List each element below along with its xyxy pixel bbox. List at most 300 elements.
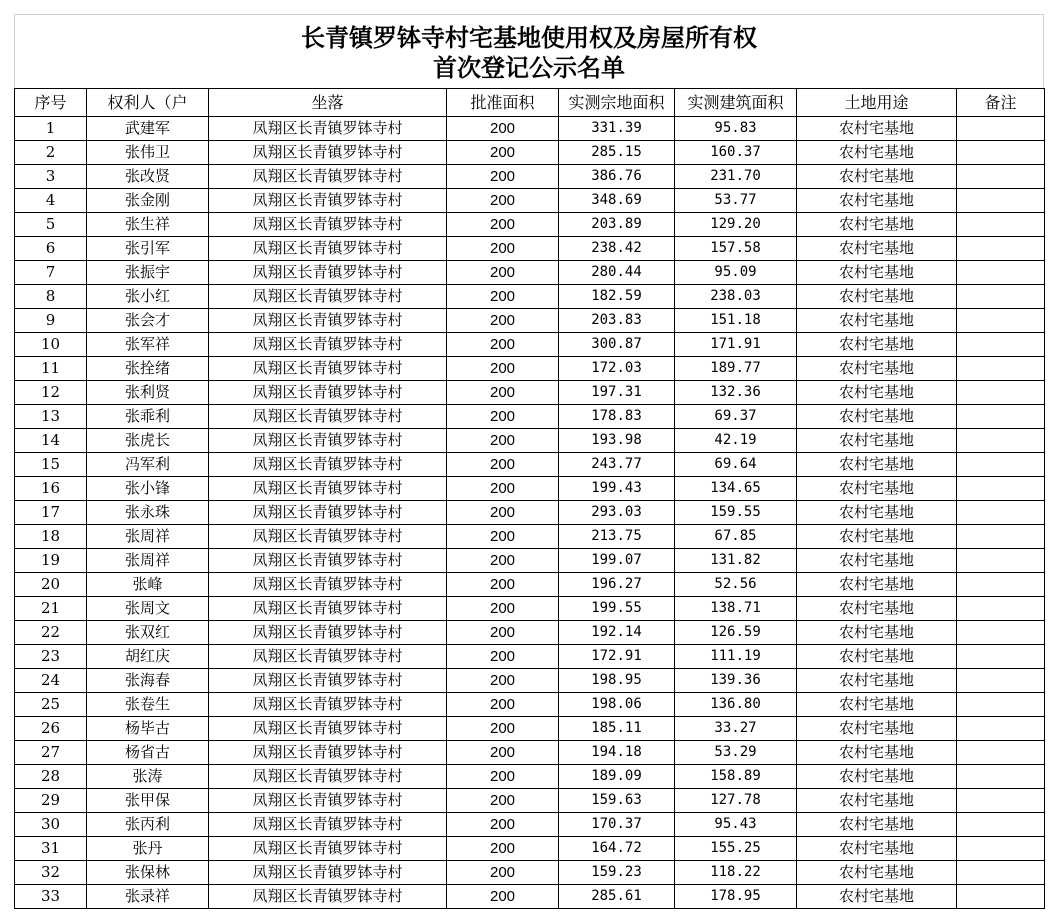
cell-no: 18 xyxy=(15,525,87,549)
cell-note xyxy=(957,285,1045,309)
cell-land-area: 172.91 xyxy=(559,645,675,669)
cell-building-area: 134.65 xyxy=(675,477,797,501)
title-line-2: 首次登记公示名单 xyxy=(433,54,625,82)
cell-location: 凤翔区长青镇罗钵寺村 xyxy=(209,165,447,189)
cell-land-use: 农村宅基地 xyxy=(797,573,957,597)
cell-note xyxy=(957,189,1045,213)
cell-owner: 张生祥 xyxy=(87,213,209,237)
cell-land-area: 178.83 xyxy=(559,405,675,429)
cell-owner: 张会才 xyxy=(87,309,209,333)
cell-land-area: 213.75 xyxy=(559,525,675,549)
cell-note xyxy=(957,357,1045,381)
cell-building-area: 139.36 xyxy=(675,669,797,693)
cell-building-area: 231.70 xyxy=(675,165,797,189)
cell-owner: 张甲保 xyxy=(87,789,209,813)
cell-location: 凤翔区长青镇罗钵寺村 xyxy=(209,741,447,765)
cell-approved-area: 200 xyxy=(447,837,559,861)
cell-land-use: 农村宅基地 xyxy=(797,189,957,213)
cell-land-area: 203.89 xyxy=(559,213,675,237)
cell-land-use: 农村宅基地 xyxy=(797,741,957,765)
cell-owner: 张周祥 xyxy=(87,525,209,549)
table-row xyxy=(15,141,1045,165)
cell-land-area: 348.69 xyxy=(559,189,675,213)
cell-owner: 张永珠 xyxy=(87,501,209,525)
cell-location: 凤翔区长青镇罗钵寺村 xyxy=(209,237,447,261)
cell-approved-area: 200 xyxy=(447,309,559,333)
cell-land-use: 农村宅基地 xyxy=(797,285,957,309)
cell-location: 凤翔区长青镇罗钵寺村 xyxy=(209,549,447,573)
cell-land-area: 185.11 xyxy=(559,717,675,741)
cell-approved-area: 200 xyxy=(447,789,559,813)
cell-land-use: 农村宅基地 xyxy=(797,525,957,549)
cell-land-use: 农村宅基地 xyxy=(797,621,957,645)
table-row xyxy=(15,309,1045,333)
cell-approved-area: 200 xyxy=(447,477,559,501)
cell-no: 23 xyxy=(15,645,87,669)
column-header-approved-area: 批准面积 xyxy=(447,89,559,117)
title-line-1: 长青镇罗钵寺村宅基地使用权及房屋所有权 xyxy=(301,24,757,52)
cell-approved-area: 200 xyxy=(447,885,559,909)
cell-land-area: 170.37 xyxy=(559,813,675,837)
table-row xyxy=(15,861,1045,885)
cell-note xyxy=(957,813,1045,837)
cell-no: 28 xyxy=(15,765,87,789)
cell-land-use: 农村宅基地 xyxy=(797,789,957,813)
cell-owner: 张振宇 xyxy=(87,261,209,285)
cell-no: 22 xyxy=(15,621,87,645)
cell-land-use: 农村宅基地 xyxy=(797,717,957,741)
cell-note xyxy=(957,573,1045,597)
column-header-owner: 权利人（户 xyxy=(87,89,209,117)
cell-no: 13 xyxy=(15,405,87,429)
cell-land-area: 199.43 xyxy=(559,477,675,501)
table-body xyxy=(15,117,1045,909)
cell-land-use: 农村宅基地 xyxy=(797,645,957,669)
cell-building-area: 95.09 xyxy=(675,261,797,285)
cell-location: 凤翔区长青镇罗钵寺村 xyxy=(209,669,447,693)
cell-land-area: 182.59 xyxy=(559,285,675,309)
cell-approved-area: 200 xyxy=(447,501,559,525)
cell-building-area: 95.83 xyxy=(675,117,797,141)
cell-land-area: 189.09 xyxy=(559,765,675,789)
table-row xyxy=(15,717,1045,741)
cell-no: 31 xyxy=(15,837,87,861)
cell-note xyxy=(957,837,1045,861)
cell-approved-area: 200 xyxy=(447,117,559,141)
cell-owner: 武建军 xyxy=(87,117,209,141)
cell-owner: 张小锋 xyxy=(87,477,209,501)
cell-no: 6 xyxy=(15,237,87,261)
cell-location: 凤翔区长青镇罗钵寺村 xyxy=(209,477,447,501)
cell-note xyxy=(957,381,1045,405)
cell-building-area: 111.19 xyxy=(675,645,797,669)
cell-note xyxy=(957,477,1045,501)
cell-land-use: 农村宅基地 xyxy=(797,453,957,477)
cell-land-area: 203.83 xyxy=(559,309,675,333)
table-row xyxy=(15,381,1045,405)
title-block xyxy=(14,14,1044,88)
cell-land-area: 198.95 xyxy=(559,669,675,693)
cell-note xyxy=(957,501,1045,525)
cell-building-area: 132.36 xyxy=(675,381,797,405)
cell-owner: 张保林 xyxy=(87,861,209,885)
table-row xyxy=(15,189,1045,213)
table-row xyxy=(15,333,1045,357)
cell-no: 2 xyxy=(15,141,87,165)
cell-land-area: 293.03 xyxy=(559,501,675,525)
cell-owner: 张周文 xyxy=(87,597,209,621)
column-header-location: 坐落 xyxy=(209,89,447,117)
cell-land-area: 193.98 xyxy=(559,429,675,453)
cell-owner: 杨毕古 xyxy=(87,717,209,741)
cell-land-area: 159.23 xyxy=(559,861,675,885)
cell-note xyxy=(957,405,1045,429)
table-row xyxy=(15,429,1045,453)
cell-land-area: 197.31 xyxy=(559,381,675,405)
cell-owner: 张涛 xyxy=(87,765,209,789)
cell-building-area: 159.55 xyxy=(675,501,797,525)
cell-note xyxy=(957,597,1045,621)
cell-building-area: 171.91 xyxy=(675,333,797,357)
cell-location: 凤翔区长青镇罗钵寺村 xyxy=(209,453,447,477)
cell-no: 14 xyxy=(15,429,87,453)
cell-note xyxy=(957,429,1045,453)
cell-location: 凤翔区长青镇罗钵寺村 xyxy=(209,429,447,453)
cell-no: 9 xyxy=(15,309,87,333)
cell-location: 凤翔区长青镇罗钵寺村 xyxy=(209,117,447,141)
cell-approved-area: 200 xyxy=(447,645,559,669)
cell-land-use: 农村宅基地 xyxy=(797,165,957,189)
table-row xyxy=(15,621,1045,645)
cell-approved-area: 200 xyxy=(447,285,559,309)
cell-approved-area: 200 xyxy=(447,861,559,885)
cell-land-area: 300.87 xyxy=(559,333,675,357)
cell-location: 凤翔区长青镇罗钵寺村 xyxy=(209,261,447,285)
cell-location: 凤翔区长青镇罗钵寺村 xyxy=(209,141,447,165)
cell-location: 凤翔区长青镇罗钵寺村 xyxy=(209,693,447,717)
cell-approved-area: 200 xyxy=(447,621,559,645)
table-row xyxy=(15,645,1045,669)
cell-land-use: 农村宅基地 xyxy=(797,117,957,141)
cell-land-area: 192.14 xyxy=(559,621,675,645)
cell-note xyxy=(957,645,1045,669)
cell-location: 凤翔区长青镇罗钵寺村 xyxy=(209,381,447,405)
cell-building-area: 136.80 xyxy=(675,693,797,717)
header-row xyxy=(15,89,1045,117)
table-row xyxy=(15,237,1045,261)
cell-approved-area: 200 xyxy=(447,549,559,573)
cell-land-use: 农村宅基地 xyxy=(797,597,957,621)
cell-location: 凤翔区长青镇罗钵寺村 xyxy=(209,765,447,789)
cell-location: 凤翔区长青镇罗钵寺村 xyxy=(209,213,447,237)
cell-note xyxy=(957,549,1045,573)
table-row xyxy=(15,285,1045,309)
cell-building-area: 127.78 xyxy=(675,789,797,813)
cell-location: 凤翔区长青镇罗钵寺村 xyxy=(209,789,447,813)
column-header-land-area: 实测宗地面积 xyxy=(559,89,675,117)
table-row xyxy=(15,405,1045,429)
cell-land-use: 农村宅基地 xyxy=(797,429,957,453)
cell-note xyxy=(957,525,1045,549)
column-header-building-area: 实测建筑面积 xyxy=(675,89,797,117)
table-row xyxy=(15,765,1045,789)
cell-no: 15 xyxy=(15,453,87,477)
cell-approved-area: 200 xyxy=(447,453,559,477)
cell-land-area: 196.27 xyxy=(559,573,675,597)
cell-building-area: 42.19 xyxy=(675,429,797,453)
cell-land-area: 238.42 xyxy=(559,237,675,261)
cell-land-use: 农村宅基地 xyxy=(797,693,957,717)
cell-location: 凤翔区长青镇罗钵寺村 xyxy=(209,621,447,645)
cell-approved-area: 200 xyxy=(447,813,559,837)
cell-land-use: 农村宅基地 xyxy=(797,213,957,237)
cell-building-area: 129.20 xyxy=(675,213,797,237)
cell-land-use: 农村宅基地 xyxy=(797,381,957,405)
cell-no: 11 xyxy=(15,357,87,381)
cell-land-use: 农村宅基地 xyxy=(797,861,957,885)
cell-owner: 张峰 xyxy=(87,573,209,597)
cell-owner: 冯军利 xyxy=(87,453,209,477)
cell-building-area: 33.27 xyxy=(675,717,797,741)
cell-approved-area: 200 xyxy=(447,237,559,261)
cell-no: 20 xyxy=(15,573,87,597)
cell-building-area: 238.03 xyxy=(675,285,797,309)
cell-owner: 张录祥 xyxy=(87,885,209,909)
cell-no: 33 xyxy=(15,885,87,909)
table-row xyxy=(15,741,1045,765)
cell-building-area: 67.85 xyxy=(675,525,797,549)
cell-building-area: 157.58 xyxy=(675,237,797,261)
cell-land-use: 农村宅基地 xyxy=(797,885,957,909)
cell-building-area: 118.22 xyxy=(675,861,797,885)
cell-location: 凤翔区长青镇罗钵寺村 xyxy=(209,573,447,597)
cell-building-area: 155.25 xyxy=(675,837,797,861)
cell-land-area: 194.18 xyxy=(559,741,675,765)
cell-owner: 胡红庆 xyxy=(87,645,209,669)
cell-land-use: 农村宅基地 xyxy=(797,813,957,837)
cell-no: 21 xyxy=(15,597,87,621)
cell-land-use: 农村宅基地 xyxy=(797,309,957,333)
cell-building-area: 126.59 xyxy=(675,621,797,645)
cell-land-use: 农村宅基地 xyxy=(797,501,957,525)
cell-land-area: 164.72 xyxy=(559,837,675,861)
cell-owner: 张卷生 xyxy=(87,693,209,717)
cell-building-area: 160.37 xyxy=(675,141,797,165)
cell-owner: 张利贤 xyxy=(87,381,209,405)
cell-note xyxy=(957,741,1045,765)
cell-no: 32 xyxy=(15,861,87,885)
cell-approved-area: 200 xyxy=(447,429,559,453)
cell-approved-area: 200 xyxy=(447,525,559,549)
cell-land-use: 农村宅基地 xyxy=(797,837,957,861)
cell-note xyxy=(957,765,1045,789)
cell-no: 3 xyxy=(15,165,87,189)
table-row xyxy=(15,453,1045,477)
cell-no: 26 xyxy=(15,717,87,741)
cell-approved-area: 200 xyxy=(447,141,559,165)
cell-no: 7 xyxy=(15,261,87,285)
cell-land-use: 农村宅基地 xyxy=(797,357,957,381)
table-row xyxy=(15,813,1045,837)
cell-owner: 张拴绪 xyxy=(87,357,209,381)
cell-approved-area: 200 xyxy=(447,765,559,789)
cell-note xyxy=(957,165,1045,189)
registration-sheet xyxy=(14,14,1044,909)
cell-owner: 张改贤 xyxy=(87,165,209,189)
column-header-land-use: 土地用途 xyxy=(797,89,957,117)
cell-building-area: 178.95 xyxy=(675,885,797,909)
cell-building-area: 131.82 xyxy=(675,549,797,573)
cell-approved-area: 200 xyxy=(447,717,559,741)
table-row xyxy=(15,117,1045,141)
cell-approved-area: 200 xyxy=(447,693,559,717)
cell-location: 凤翔区长青镇罗钵寺村 xyxy=(209,861,447,885)
cell-no: 19 xyxy=(15,549,87,573)
cell-approved-area: 200 xyxy=(447,741,559,765)
cell-land-use: 农村宅基地 xyxy=(797,261,957,285)
table-row xyxy=(15,789,1045,813)
cell-building-area: 189.77 xyxy=(675,357,797,381)
cell-approved-area: 200 xyxy=(447,573,559,597)
cell-land-use: 农村宅基地 xyxy=(797,549,957,573)
cell-note xyxy=(957,885,1045,909)
cell-note xyxy=(957,789,1045,813)
cell-land-use: 农村宅基地 xyxy=(797,333,957,357)
cell-approved-area: 200 xyxy=(447,333,559,357)
cell-land-use: 农村宅基地 xyxy=(797,405,957,429)
cell-approved-area: 200 xyxy=(447,261,559,285)
cell-building-area: 158.89 xyxy=(675,765,797,789)
table-row xyxy=(15,213,1045,237)
cell-note xyxy=(957,717,1045,741)
cell-note xyxy=(957,693,1045,717)
cell-location: 凤翔区长青镇罗钵寺村 xyxy=(209,837,447,861)
cell-land-area: 159.63 xyxy=(559,789,675,813)
cell-land-use: 农村宅基地 xyxy=(797,237,957,261)
cell-note xyxy=(957,669,1045,693)
cell-building-area: 69.64 xyxy=(675,453,797,477)
cell-land-use: 农村宅基地 xyxy=(797,765,957,789)
table-row xyxy=(15,261,1045,285)
cell-location: 凤翔区长青镇罗钵寺村 xyxy=(209,645,447,669)
cell-no: 12 xyxy=(15,381,87,405)
cell-building-area: 151.18 xyxy=(675,309,797,333)
cell-location: 凤翔区长青镇罗钵寺村 xyxy=(209,885,447,909)
cell-no: 29 xyxy=(15,789,87,813)
table-row xyxy=(15,597,1045,621)
cell-owner: 张小红 xyxy=(87,285,209,309)
table-row xyxy=(15,669,1045,693)
cell-note xyxy=(957,861,1045,885)
cell-land-area: 386.76 xyxy=(559,165,675,189)
column-header-note: 备注 xyxy=(957,89,1045,117)
cell-owner: 张海春 xyxy=(87,669,209,693)
cell-location: 凤翔区长青镇罗钵寺村 xyxy=(209,501,447,525)
cell-land-area: 172.03 xyxy=(559,357,675,381)
cell-owner: 杨省古 xyxy=(87,741,209,765)
cell-no: 24 xyxy=(15,669,87,693)
cell-land-area: 331.39 xyxy=(559,117,675,141)
cell-approved-area: 200 xyxy=(447,381,559,405)
cell-owner: 张虎长 xyxy=(87,429,209,453)
cell-approved-area: 200 xyxy=(447,597,559,621)
table-row xyxy=(15,549,1045,573)
cell-no: 17 xyxy=(15,501,87,525)
cell-no: 8 xyxy=(15,285,87,309)
cell-location: 凤翔区长青镇罗钵寺村 xyxy=(209,189,447,213)
cell-owner: 张双红 xyxy=(87,621,209,645)
cell-building-area: 138.71 xyxy=(675,597,797,621)
cell-approved-area: 200 xyxy=(447,189,559,213)
cell-owner: 张周祥 xyxy=(87,549,209,573)
table-row xyxy=(15,525,1045,549)
cell-no: 27 xyxy=(15,741,87,765)
cell-owner: 张军祥 xyxy=(87,333,209,357)
cell-land-use: 农村宅基地 xyxy=(797,477,957,501)
cell-approved-area: 200 xyxy=(447,357,559,381)
cell-land-area: 243.77 xyxy=(559,453,675,477)
table-row xyxy=(15,837,1045,861)
cell-location: 凤翔区长青镇罗钵寺村 xyxy=(209,717,447,741)
column-header-no: 序号 xyxy=(15,89,87,117)
cell-land-area: 285.15 xyxy=(559,141,675,165)
cell-owner: 张伟卫 xyxy=(87,141,209,165)
cell-note xyxy=(957,621,1045,645)
cell-land-area: 285.61 xyxy=(559,885,675,909)
cell-no: 4 xyxy=(15,189,87,213)
cell-building-area: 95.43 xyxy=(675,813,797,837)
cell-location: 凤翔区长青镇罗钵寺村 xyxy=(209,309,447,333)
cell-location: 凤翔区长青镇罗钵寺村 xyxy=(209,813,447,837)
cell-approved-area: 200 xyxy=(447,405,559,429)
cell-no: 30 xyxy=(15,813,87,837)
cell-land-area: 280.44 xyxy=(559,261,675,285)
cell-note xyxy=(957,261,1045,285)
table-row xyxy=(15,573,1045,597)
cell-owner: 张金刚 xyxy=(87,189,209,213)
cell-owner: 张丙利 xyxy=(87,813,209,837)
cell-building-area: 53.77 xyxy=(675,189,797,213)
cell-note xyxy=(957,333,1045,357)
cell-land-area: 199.07 xyxy=(559,549,675,573)
cell-no: 16 xyxy=(15,477,87,501)
cell-land-use: 农村宅基地 xyxy=(797,141,957,165)
cell-note xyxy=(957,309,1045,333)
table-row xyxy=(15,165,1045,189)
cell-owner: 张丹 xyxy=(87,837,209,861)
cell-approved-area: 200 xyxy=(447,669,559,693)
registration-table xyxy=(14,88,1045,909)
cell-land-use: 农村宅基地 xyxy=(797,669,957,693)
cell-location: 凤翔区长青镇罗钵寺村 xyxy=(209,525,447,549)
cell-no: 25 xyxy=(15,693,87,717)
cell-note xyxy=(957,117,1045,141)
cell-approved-area: 200 xyxy=(447,213,559,237)
cell-no: 1 xyxy=(15,117,87,141)
table-row xyxy=(15,357,1045,381)
cell-building-area: 52.56 xyxy=(675,573,797,597)
cell-location: 凤翔区长青镇罗钵寺村 xyxy=(209,405,447,429)
cell-approved-area: 200 xyxy=(447,165,559,189)
cell-note xyxy=(957,213,1045,237)
cell-building-area: 53.29 xyxy=(675,741,797,765)
cell-owner: 张引军 xyxy=(87,237,209,261)
cell-location: 凤翔区长青镇罗钵寺村 xyxy=(209,357,447,381)
cell-note xyxy=(957,141,1045,165)
cell-no: 10 xyxy=(15,333,87,357)
cell-note xyxy=(957,453,1045,477)
table-row xyxy=(15,693,1045,717)
